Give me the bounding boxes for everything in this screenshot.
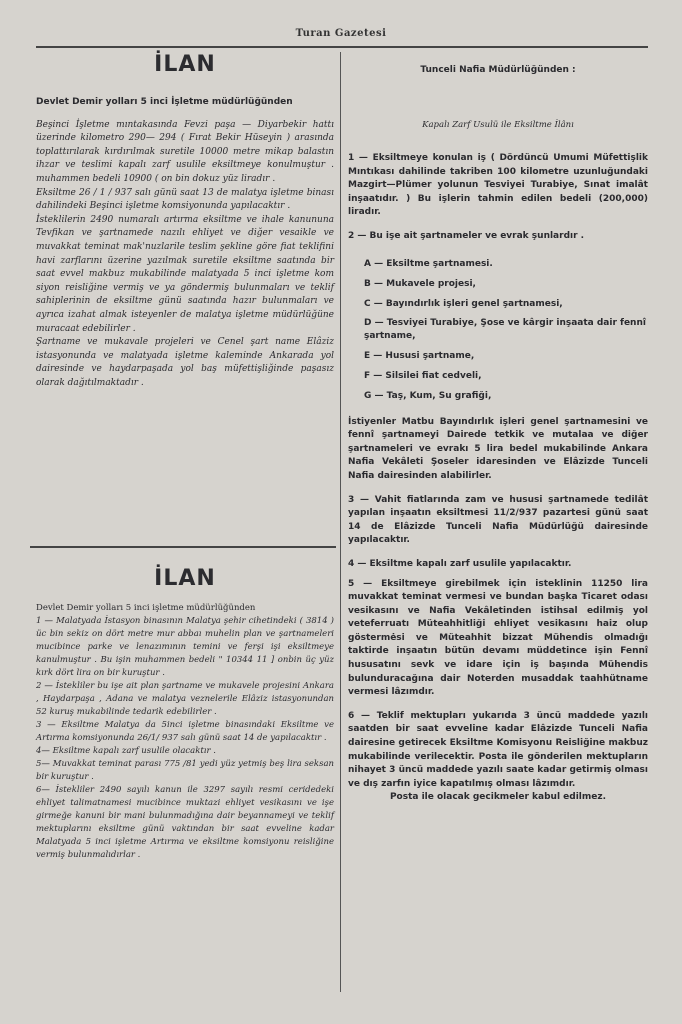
notice-tunceli-nafia — [348, 64, 648, 805]
notice-paragraph: 1 — Eksiltmeye konulan iş ( Dördüncü Umumi Müfettişlik Mıntıkası dahilinde takriben 100 kilometre uzunluğundaki Mazgirt—Plümer yolunun Tesviyei Turabiye, Sınat imalât inşaatıdır. ) Bu işlerin tahmin edilen bedeli (200,000) liradır. — [348, 153, 648, 218]
section-divider — [30, 546, 336, 548]
notice-title: İLAN — [154, 52, 216, 77]
notice-paragraph: İstiyenler Matbu Bayındırlık işleri genel şartnamesini ve fennî şartnameyi Dairede tetkik ve mutalaa ve diğer şartnameleri ve evrakı 5 lira bedel mukabilinde Ankara Nafia Vekâleti Şoseler idaresinden ve Elâzizde Tunceli Nafia dairesinden alabilirler. — [348, 416, 648, 481]
notice-heading: Devlet Demir yolları 5 inci İşletme müdürlüğünden — [36, 96, 293, 107]
notice-paragraph: 6— İstekliler 2490 sayılı kanun ile 3297 sayılı resmi ceridedeki ehliyet talimatnamesi mucibince muktazi ehliyet vesikasını ve işe girmeğe kanuni bir mani bulunmadığına dair beyannameyi ve teklif mektuplarını eksiltme günü vaktından bir saat evveline kadar Malatyada 5 inci işletme Artırma ve eksiltme komsiyonu reisliğine vermiş bulunmalıdırlar . — [36, 784, 334, 860]
document-list-item: C — Bayındırlık işleri genel şartnamesi, — [364, 298, 563, 309]
notice-railway-ballast — [36, 52, 334, 390]
notice-paragraph: Beşinci İşletme mıntakasında Fevzi paşa — Diyarbekir hattı üzerinde kilometro 290— 294 ( Fırat Bekir Hüseyin ) arasında toplattırılarak kırdırılmak suretile 10000 metre mikap balastın ihzar ve teslimi kapalı zarf usulile eksiltmeye konulmuştur . muhammen bedeli 10900 ( on bin dokuz yüz liradır . — [36, 119, 334, 184]
notice-paragraph: 4 — Eksiltme kapalı zarf usulile yapılacaktır. — [348, 558, 572, 569]
notice-paragraph: 2 — İstekliler bu işe ait plan şartname ve mukavele projesini Ankara , Haydarpaşa , Adana ve malatya veznelerile Elâziz istasyonundan 52 kuruş mukabilinde tedarik edebilirler . — [36, 680, 334, 717]
notice-paragraph: Şartname ve mukavale projeleri ve Cenel şart name Elâziz istasyonunda ve malatyada işletme kalemi̇nde Ankarada yol dairesinde ve haydarpaşada yol baş müfettişliğinde paşasız olarak dağıtılmaktadır . — [36, 337, 334, 388]
top-rule — [36, 46, 648, 48]
notice-heading: Devlet Demir yolları 5 inci işletme müdürlüğünden — [36, 602, 256, 613]
document-list-item: E — Hususi şartname, — [364, 350, 475, 361]
notice-paragraph: 3 — Vahit fiatlarında zam ve hususi şartnamede tedilât yapılan inşaatın eksiltmesi 11/2/937 pazartesi günü saat 14 de Elâzizde Tunceli Nafia Müdürlüğü dairesinde yapılacaktır. — [348, 494, 648, 546]
notice-station-parquet — [36, 566, 334, 862]
notice-paragraph: 4— Eksiltme kapalı zarf usulile olacaktır . — [36, 745, 216, 756]
notice-paragraph: 2 — Bu işe ait şartnameler ve evrak şunlardır . — [348, 230, 585, 241]
notice-paragraph: 5 — Eksiltmeye girebilmek için isteklinin 11250 lira muvakkat teminat vermesi ve bundan başka Ticaret odası vesikasını ve Nafia Vekâletinden istihsal edilmiş yol veteferruatı Müteahhitliği ehliyet vesikasını haiz olup göstermėsi ve Müteahhit bizzat Mühendis olmadığı taktirde inşaatın bütün devamı müddetince işin Fennî hususatını sevk ve idare için iş başında Mühendis bulunduracağına dair Noterden musaddak taahhütname vermesi lâzımdır. — [348, 578, 648, 698]
document-list-item: F — Silsilei fiat cedveli, — [364, 370, 482, 381]
document-list-item: B — Mukavele projesi, — [364, 278, 476, 289]
notice-heading: Tunceli Nafia Müdürlüğünden : — [420, 65, 576, 75]
notice-paragraph: 5— Muvakkat teminat parası 775 /81 yedi yüz yetmiş beş lira seksan bir kuruştur . — [36, 758, 334, 782]
notice-paragraph: Eksiltme 26 / 1 / 937 salı günü saat 13 de malatya işletme binası dahilindeki Beşinci işletme komsiyonunda yapılacaktır . — [36, 187, 334, 212]
document-list-item: D — Tesviyei Turabiye, Şose ve kârgir inşaata dair fennî şartname, — [364, 317, 646, 341]
masthead: Turan Gazetesi — [295, 28, 387, 39]
notice-paragraph: İsteklilerin 2490 numaralı artırma eksiltme ve ihale kanununa Tevfikan ve şartnamede nazılı ehliyet ve diğer vesaikle ve muvakkat teminat mak'nuzlarile teslim şekline göre fiat teklifini havi zarflarını üzerine yazılmak suretile eksiltme saatında bir saat evvel makbuz mukabilinde malatyada 5 inci işletme kom siyon reisliğine vermiş ve ya göndermiş bulunmaları ve teklif sahiplerinin de eksiltme günü saatında hazır bulunmaları ve ayrıca izahat almak isteyenler de malatya işletme müdürlüğüne muracaat edebilirler . — [36, 214, 334, 334]
notice-title: İLAN — [154, 566, 216, 591]
notice-closing: Posta ile olacak gecikmeler kabul edilmez. — [389, 792, 607, 803]
notice-subheading: Kapalı Zarf Usulü ile Eksiltme İlânı — [422, 120, 574, 130]
document-list-item: G — Taş, Kum, Su grafiği, — [364, 390, 492, 401]
notice-paragraph: 1 — Malatyada İstasyon binasının Malatya şehir cihetindeki ( 3814 ) üc bin sekiz on dört metre mur abbaı muhelin plan ve şartnameleri mucibince parke ve lenazımının temini ve ferşi işi eksiltmeye kanulmuştur . Bu işin muhammen bedeli " 10344 11 ] onbin üç yüz kırk dört lira on bir kuruştur . — [36, 615, 334, 678]
notice-paragraph: 6 — Teklif mektupları yukarıda 3 üncü maddede yazılı saatden bir saat evveline kadar Elâzizde Tunceli Nafia dairesine getirecek Eksiltme Komisyonu Reisliğine makbuz mukabilinde verilecektir. Posta ile gönderilen mektupların nihayet 3 üncü maddede yazılı saate kadar getirmiş olması ve dış zarfın iyice kapatılmış olması lâzımdır. — [348, 710, 648, 789]
document-list-item: A — Eksiltme şartnamesi. — [364, 258, 493, 269]
column-divider — [340, 52, 341, 992]
notice-paragraph: 3 — Eksiltme Malatya da 5inci işletme binasındaki Eksiltme ve Artırma komsiyonunda 26/1/ 937 salı günü saat 14 de yapılacaktır . — [36, 719, 334, 743]
